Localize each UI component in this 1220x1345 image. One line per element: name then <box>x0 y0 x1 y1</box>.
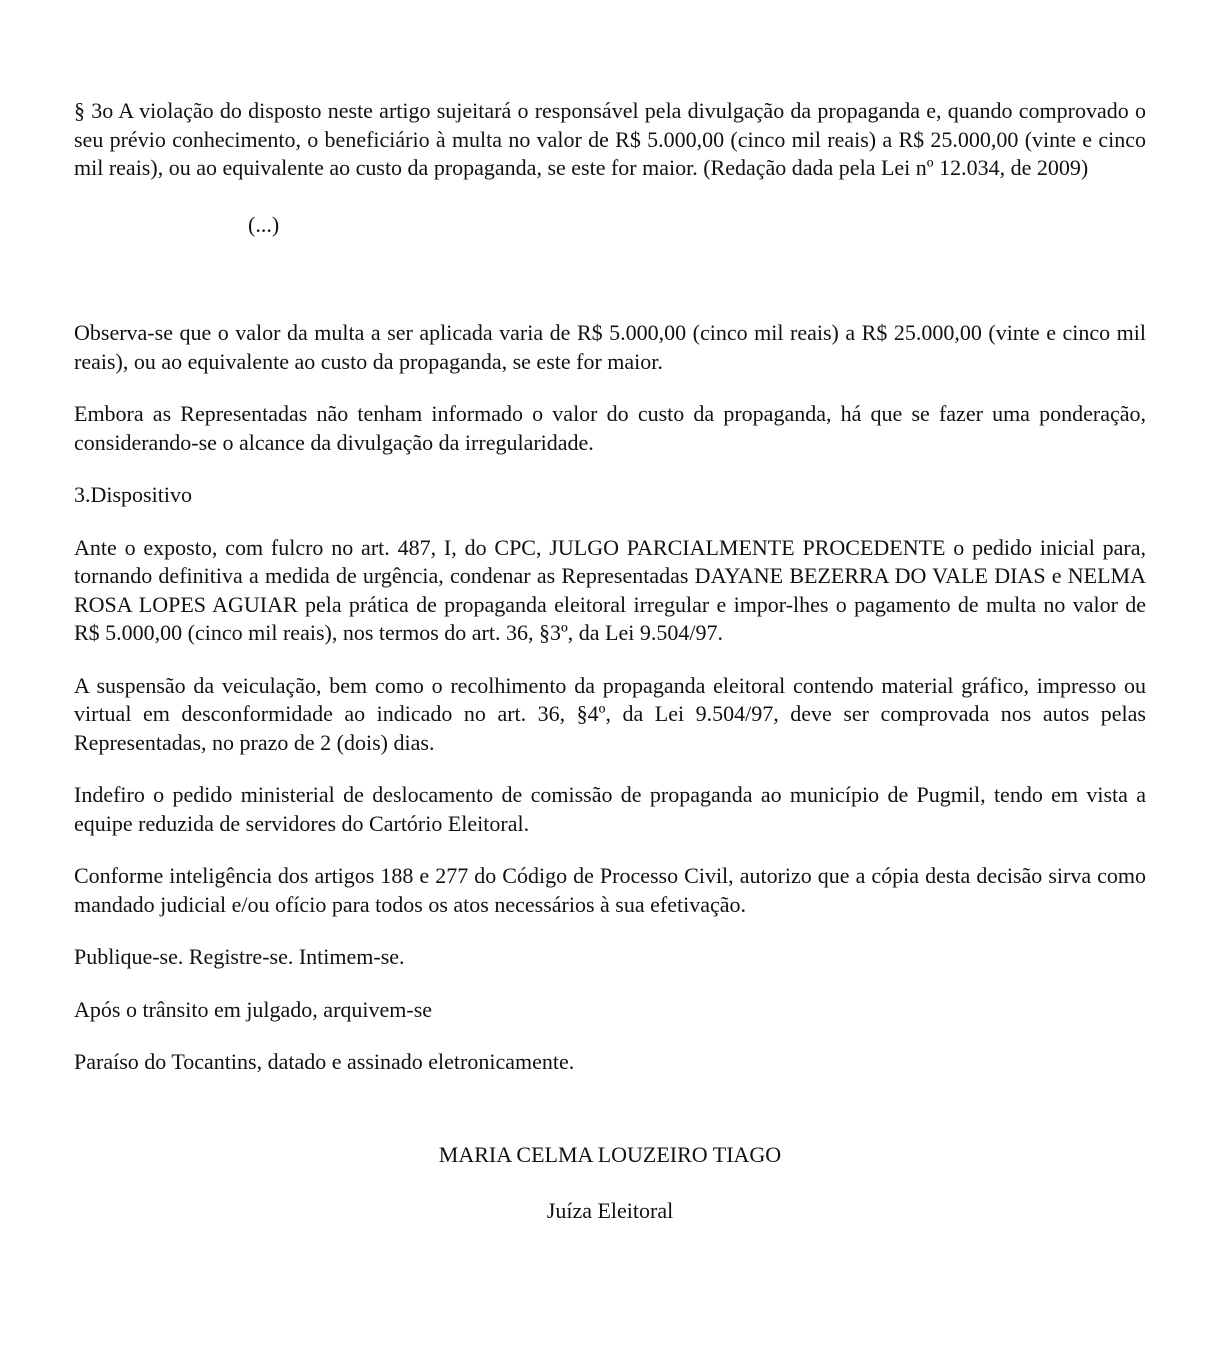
quoted-law-paragraph: § 3o A violação do disposto neste artigo sujeitará o responsável pela divulgação da propaganda e, quando comprovado o seu prévio conhecimento, o beneficiário à multa no valor de R$ 5.000,00 (cinco mil reais) a R$ 25.000,00 (vinte e cinco mil reais), ou ao equivalente ao custo da propaganda, se este for maior. (Redação dada pela Lei nº 12.034, de 2009) <box>74 98 1146 180</box>
section-heading: 3.Dispositivo <box>74 482 192 507</box>
dispositive-paragraph: Conforme inteligência dos artigos 188 e 277 do Código de Processo Civil, autorizo que a cópia desta decisão sirva como mandado judicial e/ou ofício para todos os atos necessários à sua efetivação. <box>74 863 1146 917</box>
signer-name: MARIA CELMA LOUZEIRO TIAGO <box>438 1141 782 1167</box>
place-date-line: Paraíso do Tocantins, datado e assinado eletronicamente. <box>74 1049 575 1074</box>
document-page <box>74 97 1146 1254</box>
ellipsis: (...) <box>248 211 280 237</box>
dispositive-paragraph: A suspensão da veiculação, bem como o recolhimento da propaganda eleitoral contendo material gráfico, impresso ou virtual em desconformidade ao indicado no art. 36, §4º, da Lei 9.504/97, deve ser comprovada nos autos pelas Representadas, no prazo de 2 (dois) dias. <box>74 672 1146 755</box>
dispositive-paragraph: Ante o exposto, com fulcro no art. 487, I, do CPC, JULGO PARCIALMENTE PROCEDENTE o pedido inicial para, tornando definitiva a medida de urgência, condenar as Representadas DAYANE BEZERRA DO VALE DIAS e NELMA ROSA LOPES AGUIAR pela prática de propaganda eleitoral irregular e impor-lhes o pagamento de multa no valor de R$ 5.000,00 (cinco mil reais), nos termos do art. 36, §3º, da Lei 9.504/97. <box>74 534 1146 645</box>
publish-line: Publique-se. Registre-se. Intimem-se. <box>74 944 405 969</box>
signer-title: Juíza Eleitoral <box>546 1198 674 1223</box>
body-paragraph: Observa-se que o valor da multa a ser aplicada varia de R$ 5.000,00 (cinco mil reais) a R$ 25.000,00 (vinte e cinco mil reais), ou ao equivalente ao custo da propaganda, se este for maior. <box>74 320 1146 374</box>
archive-line: Após o trânsito em julgado, arquivem-se <box>74 996 433 1022</box>
body-paragraph: Embora as Representadas não tenham informado o valor do custo da propaganda, há que se fazer uma ponderação, considerando-se o alcance da divulgação da irregularidade. <box>74 401 1146 455</box>
dispositive-paragraph: Indefiro o pedido ministerial de deslocamento de comissão de propaganda ao município de Pugmil, tendo em vista a equipe reduzida de servidores do Cartório Eleitoral. <box>74 782 1146 836</box>
